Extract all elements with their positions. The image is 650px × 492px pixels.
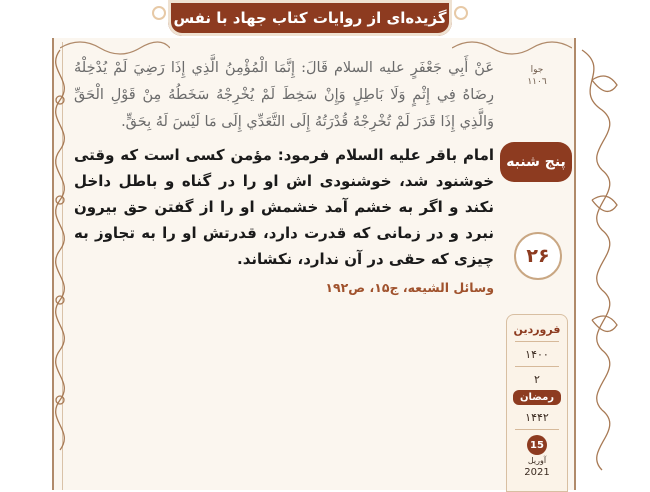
ornament-right-icon [572,40,632,480]
day-number: ۲۶ [514,232,562,280]
calendar-sidebar [500,56,572,490]
volume-line-1: جوا [530,65,544,75]
date-panel [506,314,568,492]
gregorian-year: 2021 [524,467,550,478]
hijri-year: ۱۴۴۲ [525,411,549,424]
hadith-arabic-text: عَنْ أَبِي جَعْفَرٍ عليه السلام قَالَ: إِنَّمَا الْمُؤْمِنُ الَّذِي إِذَا رَضِيَ لَمْ يُدْخِلْهُ رِضَاهُ فِي إِثْمٍ وَلَا بَاطِلٍ وَإِنْ سَخِطَ لَمْ يُخْرِجْهُ سَخَطُهُ مِنْ قَوْلِ الْحَقِّ وَالَّذِي إِذَا قَدَرَ لَمْ تُخْرِجْهُ قُدْرَتُهُ إِلَى التَّعَدِّي إِلَى مَا لَيْسَ لَهُ بِحَقٍّ. [74,60,494,130]
page-title: گزیده‌ای از روایات کتاب جهاد با نفس [168,0,452,36]
solar-year: ۱۴۰۰ [525,348,549,361]
volume-label [520,64,554,88]
gregorian-day: 15 [527,435,547,455]
solar-month: فروردین [513,323,561,336]
weekday-badge: پنج شنبه [500,142,572,182]
hadith-persian-translation: امام باقر عليه السلام فرمود: مؤمن کسی است که وقتی خوشنود شد، خوشنودی اش او را در گناه و باطل داخل نکند و اگر به خشم آمد خشمش او را از گفتن حق بیرون نبرد و در زمانی که قدرت دارد، قدرتش او را به تجاوز به چیزی که حقی در آن ندارد، نکشاند. [74,146,494,268]
hijri-day: ۲ [534,373,540,386]
hadith-content [74,55,494,295]
hijri-month: رمضان [513,390,561,405]
hadith-source: وسائل الشیعه، ج۱۵، ص۱۹۲ [325,280,494,295]
gregorian-month: آوریل [527,456,547,465]
volume-line-2: ١١٠٦ [527,77,547,87]
